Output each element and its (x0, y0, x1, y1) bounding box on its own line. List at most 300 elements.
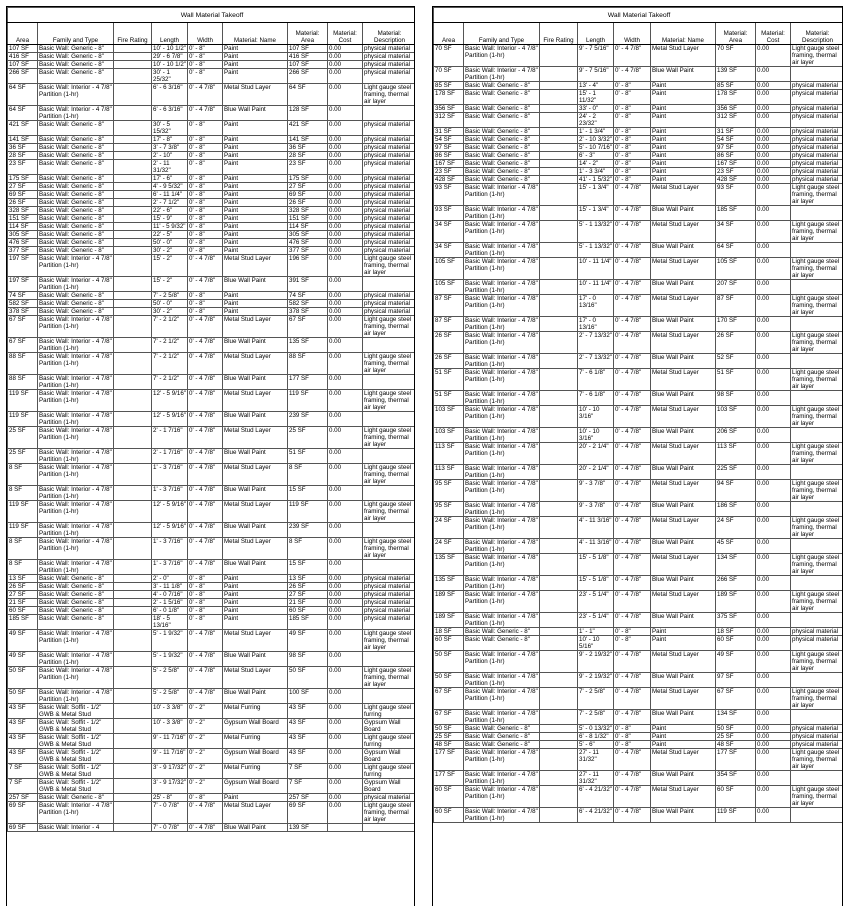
table-cell: 0.00 (328, 538, 363, 560)
table-cell: Paint (223, 215, 288, 223)
table-cell: 114 SF (8, 223, 38, 231)
table-row (8, 316, 416, 338)
table-cell: 69 SF (8, 802, 38, 824)
table-row (434, 168, 844, 176)
table-cell: 43 SF (288, 704, 328, 719)
table-cell: 151 SF (8, 215, 38, 223)
table-cell: 119 SF (288, 390, 328, 412)
table-cell: 197 SF (8, 277, 38, 292)
table-cell: 4' - 0 7/16" (152, 591, 188, 599)
table-row (434, 591, 844, 613)
table-row (434, 554, 844, 576)
table-cell: 98 SF (288, 652, 328, 667)
table-row (434, 808, 844, 823)
table-cell: 67 SF (8, 316, 38, 338)
table-cell: 26 SF (8, 583, 38, 591)
table-cell: Blue Wall Paint (651, 428, 716, 443)
table-cell: 135 SF (434, 576, 464, 591)
table-cell: 105 SF (716, 258, 756, 280)
table-cell: physical material (791, 160, 844, 168)
table-row (434, 354, 844, 369)
table-cell: Basic Wall: Generic - 8" (464, 636, 540, 651)
table-row (8, 223, 416, 231)
table-cell: 86 SF (716, 152, 756, 160)
table-cell: Metal Stud Layer (223, 630, 288, 652)
column-header: Material: Description (363, 23, 416, 45)
table-row (8, 277, 416, 292)
table-cell: 0.00 (756, 554, 791, 576)
table-cell: 0' - 4 7/8" (614, 502, 651, 517)
table-cell: Light gauge steel framing, thermal air layer (791, 295, 844, 317)
table-cell: 0.00 (328, 207, 363, 215)
table-cell: Basic Wall: Generic - 8" (464, 128, 540, 136)
table-cell: 25 SF (716, 733, 756, 741)
table-cell: 0.00 (328, 316, 363, 338)
table-cell: Light gauge steel framing, thermal air layer (791, 369, 844, 391)
table-cell: 23 SF (8, 160, 38, 175)
table-cell: 0.00 (756, 725, 791, 733)
table-cell: Basic Wall: Interior - 4 7/8" Partition (1-hr) (38, 802, 114, 824)
table-cell: 0.00 (756, 184, 791, 206)
table-cell: 135 SF (434, 554, 464, 576)
table-cell: Basic Wall: Interior - 4 7/8" Partition (1-hr) (465, 502, 538, 516)
table-cell: 86 SF (434, 152, 464, 160)
table-cell: 107 SF (288, 61, 328, 69)
table-cell: 5' - 1 9/32" (152, 652, 188, 667)
table-cell (114, 199, 152, 207)
table-cell: 93 SF (434, 206, 464, 221)
table-cell: 0' - 4 7/8" (188, 560, 223, 575)
table-cell: Metal Stud Layer (651, 295, 716, 317)
table-cell: Paint (223, 45, 288, 53)
table-row (8, 591, 416, 599)
table-cell: 45 SF (716, 539, 756, 554)
table-cell: Light gauge steel framing, thermal air layer (363, 667, 416, 689)
table-cell: 2' - 7 13/32" (578, 354, 614, 369)
table-cell (540, 295, 578, 317)
table-cell: Basic Wall: Interior - 4 7/8" Partition (1-hr) (465, 206, 538, 220)
table-cell (114, 652, 152, 667)
table-cell (540, 443, 578, 465)
table-cell: 0.00 (328, 144, 363, 152)
table-cell (114, 390, 152, 412)
schedule-title: Wall Material Takeoff (434, 8, 844, 23)
table-cell: Gypsum Wall Board (223, 749, 288, 764)
table-cell: Basic Wall: Interior - 4 7/8" Partition (1-hr) (465, 673, 538, 687)
table-cell: physical material (791, 128, 844, 136)
table-row (8, 45, 416, 53)
table-cell: 5' - 2 5/8" (152, 667, 188, 689)
table-cell: 27' - 11 31/32" (578, 749, 614, 771)
table-cell: 8 SF (288, 538, 328, 560)
table-cell: 93 SF (434, 184, 464, 206)
table-cell: 113 SF (434, 443, 464, 465)
table-cell (540, 221, 578, 243)
table-cell: 356 SF (716, 105, 756, 113)
table-cell: 3' - 7 3/8" (152, 144, 188, 152)
table-row (8, 615, 416, 630)
table-cell: Metal Stud Layer (223, 84, 288, 106)
table-cell: Paint (223, 583, 288, 591)
table-cell: Paint (651, 628, 716, 636)
table-cell: Basic Wall: Interior - 4 7/8" Partition (1-hr) (39, 486, 112, 500)
table-cell: 31 SF (434, 128, 464, 136)
table-cell: 0.00 (328, 239, 363, 247)
column-header: Length (152, 23, 188, 45)
table-cell: 0' - 4 7/8" (188, 667, 223, 689)
table-cell: 0.00 (756, 428, 791, 443)
table-cell: 0' - 4 7/8" (188, 338, 223, 353)
table-cell: 17' - 6" (152, 175, 188, 183)
table-cell: 0' - 8" (614, 176, 651, 184)
table-cell: 0' - 4 7/8" (614, 688, 651, 710)
table-cell: 0' - 8" (188, 231, 223, 239)
table-cell: Paint (223, 239, 288, 247)
table-cell: 0.00 (756, 733, 791, 741)
table-row (434, 82, 844, 90)
table-cell: 421 SF (8, 121, 38, 136)
table-cell: 107 SF (288, 45, 328, 53)
table-cell (114, 704, 152, 719)
table-cell (791, 428, 844, 443)
table-cell: 9' - 2 19/32" (578, 673, 614, 688)
table-cell: 0.00 (328, 591, 363, 599)
table-cell: Paint (651, 733, 716, 741)
table-cell: 167 SF (434, 160, 464, 168)
table-cell: 0' - 4 7/8" (614, 67, 651, 82)
table-cell (114, 308, 152, 316)
table-cell: 0' - 8" (188, 45, 223, 53)
table-cell: physical material (363, 61, 416, 69)
table-cell: Paint (651, 105, 716, 113)
table-cell: 7' - 2 1/2" (152, 375, 188, 390)
table-cell: 378 SF (8, 308, 38, 316)
table-cell: 0.00 (328, 292, 363, 300)
table-cell: Metal Stud Layer (651, 332, 716, 354)
table-cell: 5' - 0 13/32" (579, 725, 612, 732)
table-cell: 0' - 4 7/8" (188, 523, 223, 538)
table-cell: 0' - 8" (188, 308, 223, 316)
table-cell (791, 206, 844, 221)
table-cell (114, 175, 152, 183)
table-cell: 9' - 2 19/32" (578, 651, 614, 673)
table-cell: Basic Wall: Interior - 4 7/8" Partition (1-hr) (464, 184, 540, 206)
table-cell: 95 SF (434, 480, 464, 502)
table-cell: Basic Wall: Generic - 8" (38, 199, 114, 207)
table-cell: 12' - 5 9/16" (152, 412, 188, 427)
table-cell: 0' - 4 7/8" (188, 464, 223, 486)
table-cell: Metal Stud Layer (223, 353, 288, 375)
table-cell: 23 SF (434, 168, 464, 176)
table-cell: 2' - 1 5/16" (152, 599, 188, 607)
table-cell: physical material (363, 53, 416, 61)
table-cell: Basic Wall: Interior - 4 7/8" Partition (1-hr) (38, 630, 114, 652)
table-cell: physical material (363, 300, 416, 308)
table-row (434, 636, 844, 651)
table-cell: Light gauge steel framing, thermal air layer (791, 554, 844, 576)
table-cell: 0' - 4 7/8" (188, 501, 223, 523)
table-cell: 189 SF (434, 591, 464, 613)
table-cell: Light gauge steel framing, thermal air layer (791, 749, 844, 771)
table-cell: 0.00 (756, 688, 791, 710)
table-cell: 60 SF (434, 786, 464, 808)
table-cell: 0' - 4 7/8" (614, 317, 651, 332)
table-cell: Basic Wall: Soffit - 1/2" GWB & Metal Stud (38, 704, 114, 719)
table-cell: 0' - 8" (188, 591, 223, 599)
table-cell: 0.00 (328, 338, 363, 353)
table-cell: Gypsum Wall Board (223, 779, 288, 794)
table-cell: 0' - 8" (188, 183, 223, 191)
table-cell: 20' - 2 1/4" (578, 443, 614, 465)
table-cell: Blue Wall Paint (651, 771, 716, 786)
table-cell: Basic Wall: Generic - 8" (38, 239, 114, 247)
table-cell: 85 SF (716, 82, 756, 90)
table-cell: 67 SF (434, 710, 464, 725)
table-cell: 9' - 7 5/16" (578, 67, 614, 82)
table-cell: 0.00 (756, 82, 791, 90)
table-cell: Blue Wall Paint (223, 652, 288, 667)
table-cell: 378 SF (288, 308, 328, 316)
table-row (434, 502, 844, 517)
table-cell: 0.00 (756, 651, 791, 673)
table-cell: Basic Wall: Soffit - 1/2" GWB & Metal Stud (38, 719, 114, 734)
table-cell: 94 SF (716, 480, 756, 502)
table-cell: 0.00 (756, 480, 791, 502)
table-row (8, 69, 416, 84)
table-cell (114, 486, 152, 501)
table-cell (540, 725, 578, 733)
table-cell (540, 160, 578, 168)
table-row (434, 651, 844, 673)
table-cell: 51 SF (434, 391, 464, 406)
table-cell: 177 SF (716, 749, 756, 771)
table-cell: 0.00 (328, 667, 363, 689)
table-cell: 1' - 3 7/16" (152, 486, 188, 501)
table-cell: 0.00 (328, 183, 363, 191)
table-cell (791, 354, 844, 369)
column-header: Fire Rating (540, 23, 578, 45)
table-cell: 134 SF (716, 710, 756, 725)
table-cell: 6' - 6 3/16" (152, 106, 188, 121)
column-header: Width (614, 23, 651, 45)
table-cell: 312 SF (716, 113, 756, 128)
table-cell: 11' - 5 9/32" (153, 223, 186, 230)
table-cell: 0' - 4 7/8" (614, 808, 651, 823)
table-cell: 26 SF (8, 199, 38, 207)
table-cell: 7' - 2 1/2" (152, 316, 188, 338)
table-cell: 2' - 10 3/32" (579, 136, 612, 143)
table-row (434, 673, 844, 688)
table-row (8, 183, 416, 191)
table-cell: 0.00 (328, 106, 363, 121)
table-cell: 97 SF (716, 144, 756, 152)
table-cell: 0' - 4 7/8" (614, 332, 651, 354)
table-cell: 1' - 3 7/16" (152, 464, 188, 486)
table-cell: 107 SF (8, 45, 38, 53)
table-cell: 0' - 4 7/8" (188, 486, 223, 501)
table-cell: Paint (223, 794, 288, 802)
table-cell: 43 SF (8, 734, 38, 749)
table-cell: 0.00 (328, 152, 363, 160)
table-cell: 0.00 (756, 136, 791, 144)
table-cell (540, 128, 578, 136)
table-cell: 15 SF (288, 486, 328, 501)
table-cell (114, 630, 152, 652)
table-cell: 5' - 6" (578, 741, 614, 749)
table-cell: Light gauge steel furring (363, 704, 416, 719)
table-cell: 3' - 9 17/32" (152, 779, 188, 794)
table-cell: 7 SF (288, 779, 328, 794)
table-cell: 97 SF (434, 144, 464, 152)
table-cell: 0' - 2" (188, 719, 223, 734)
table-cell: 7' - 2 1/2" (152, 338, 188, 353)
table-cell: 27 SF (8, 183, 38, 191)
table-row (8, 779, 416, 794)
table-cell: physical material (791, 136, 844, 144)
table-cell: Basic Wall: Interior - 4 7/8" Partition (1-hr) (38, 501, 114, 523)
table-cell: 0' - 4 7/8" (614, 258, 651, 280)
table-cell: 178 SF (434, 90, 464, 105)
table-cell: physical material (363, 575, 416, 583)
table-cell: 51 SF (288, 449, 328, 464)
table-cell: 2' - 1 7/16" (152, 427, 188, 449)
table-cell: Paint (223, 223, 288, 231)
table-cell: 139 SF (288, 824, 328, 832)
table-cell: 239 SF (288, 523, 328, 538)
table-cell: 119 SF (8, 501, 38, 523)
table-row (8, 121, 416, 136)
table-cell: Paint (223, 575, 288, 583)
table-cell: Light gauge steel framing, thermal air layer (363, 501, 416, 523)
table-row (8, 215, 416, 223)
table-cell: Metal Furring (223, 764, 288, 779)
table-cell: 0' - 4 7/8" (614, 443, 651, 465)
table-cell: 0' - 8" (614, 725, 651, 733)
right-takeoff-table (433, 7, 843, 823)
table-row (434, 688, 844, 710)
table-row (434, 613, 844, 628)
table-cell: 0' - 8" (188, 121, 223, 136)
table-cell (114, 152, 152, 160)
table-cell (114, 300, 152, 308)
table-cell: 139 SF (716, 67, 756, 82)
table-cell: Light gauge steel framing, thermal air layer (791, 332, 844, 354)
table-cell: 0.00 (756, 443, 791, 465)
table-cell: Basic Wall: Interior - 4 7/8" Partition (1-hr) (38, 353, 114, 375)
column-header: Material: Name (651, 23, 716, 45)
table-cell (540, 733, 578, 741)
table-cell: 476 SF (288, 239, 328, 247)
table-cell: 0.00 (756, 786, 791, 808)
table-cell: 17' - 8" (152, 136, 188, 144)
table-cell: 23' - 5 1/4" (578, 591, 614, 613)
table-cell: Paint (223, 136, 288, 144)
table-row (434, 517, 844, 539)
table-cell: 266 SF (8, 69, 38, 84)
table-cell (540, 771, 578, 786)
table-cell: 5' - 1 9/32" (152, 630, 188, 652)
table-cell: 312 SF (434, 113, 464, 128)
table-cell (114, 607, 152, 615)
table-cell: 113 SF (434, 465, 464, 480)
table-row (8, 175, 416, 183)
table-cell: 20' - 2 1/4" (578, 465, 614, 480)
table-cell: 27 SF (288, 591, 328, 599)
table-cell: 54 SF (434, 136, 464, 144)
table-cell: Paint (651, 741, 716, 749)
table-cell: Light gauge steel framing, thermal air layer (363, 255, 416, 277)
table-cell: 15 SF (288, 560, 328, 575)
table-cell: Blue Wall Paint (223, 689, 288, 704)
table-cell: 12' - 5 9/16" (152, 501, 188, 523)
table-cell (791, 243, 844, 258)
table-row (8, 427, 416, 449)
table-cell (540, 168, 578, 176)
table-cell: 15' - 2" (152, 255, 188, 277)
table-cell: Basic Wall: Generic - 8" (38, 152, 114, 160)
table-cell: 377 SF (8, 247, 38, 255)
table-cell: 2' - 10" (152, 152, 188, 160)
table-cell: 0.00 (756, 591, 791, 613)
table-cell: 0.00 (328, 191, 363, 199)
table-cell (540, 206, 578, 221)
table-cell: 0.00 (328, 255, 363, 277)
table-cell: 0' - 4 7/8" (188, 277, 223, 292)
table-row (8, 560, 416, 575)
table-cell: 5' - 1 13/32" (578, 243, 614, 258)
table-cell: 93 SF (716, 184, 756, 206)
table-cell: 0' - 8" (188, 239, 223, 247)
table-cell: 0.00 (756, 221, 791, 243)
table-cell: 105 SF (434, 280, 464, 295)
table-cell (540, 688, 578, 710)
table-cell: 34 SF (434, 221, 464, 243)
table-cell: 49 SF (716, 651, 756, 673)
table-row (434, 128, 844, 136)
table-cell: Basic Wall: Generic - 8" (38, 45, 114, 53)
table-cell: 28 SF (288, 152, 328, 160)
table-cell: 0.00 (756, 105, 791, 113)
table-cell (114, 223, 152, 231)
table-cell: 0.00 (328, 61, 363, 69)
table-cell: 2' - 7 13/32" (578, 332, 614, 354)
table-cell: 30' - 2" (152, 308, 188, 316)
table-cell: Basic Wall: Interior - 4 7/8" Partition (1-hr) (464, 554, 540, 576)
table-row (8, 353, 416, 375)
column-header: Material: Cost (328, 23, 363, 45)
table-cell: 114 SF (288, 223, 328, 231)
table-cell: 257 SF (8, 794, 38, 802)
table-cell: 141 SF (8, 136, 38, 144)
table-cell (540, 176, 578, 184)
table-row (8, 207, 416, 215)
table-cell (540, 258, 578, 280)
table-cell: 24' - 2 23/32" (578, 113, 614, 128)
table-cell: 167 SF (716, 160, 756, 168)
table-cell: 0' - 4 7/8" (614, 517, 651, 539)
table-cell: 257 SF (288, 794, 328, 802)
table-cell (540, 428, 578, 443)
table-cell: 4' - 11 3/16" (578, 539, 614, 554)
table-cell: 34 SF (716, 221, 756, 243)
table-cell: Metal Stud Layer (651, 221, 716, 243)
table-cell: 0.00 (328, 175, 363, 183)
table-cell: Blue Wall Paint (223, 375, 288, 390)
table-cell: Metal Stud Layer (223, 255, 288, 277)
table-cell: 0' - 8" (614, 144, 651, 152)
table-cell: 5' - 1 13/32" (578, 221, 614, 243)
table-row (434, 160, 844, 168)
